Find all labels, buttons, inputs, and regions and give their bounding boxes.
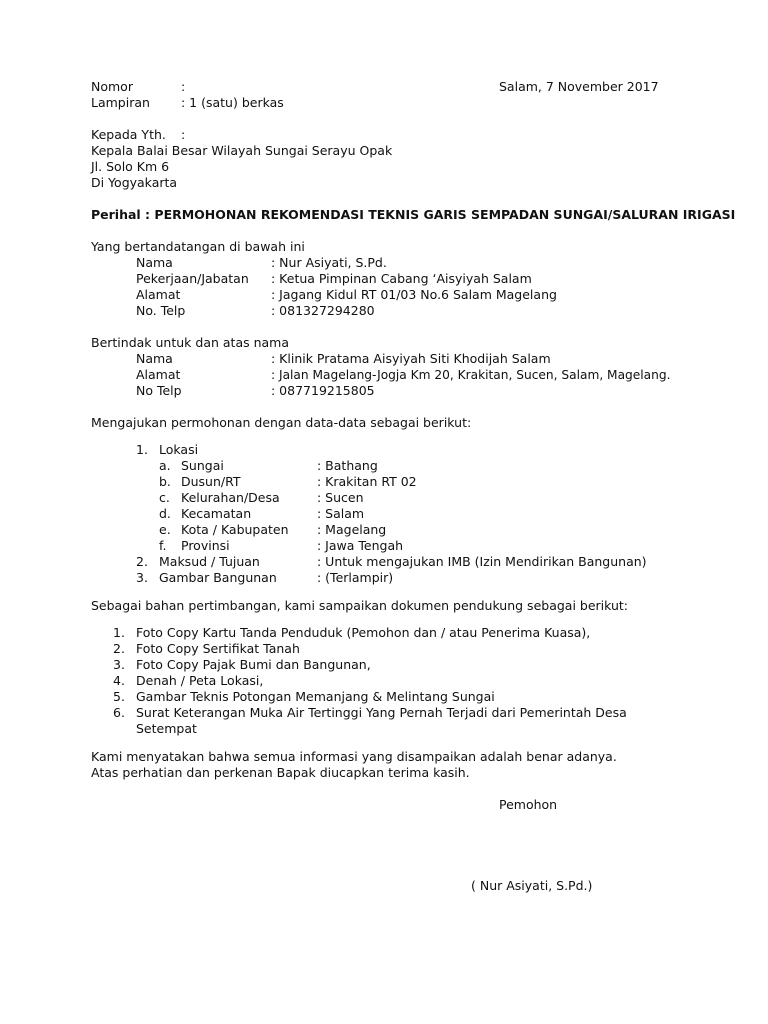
signatory-name: ( Nur Asiyati, S.Pd.): [471, 878, 593, 893]
drawing-value: : (Terlampir): [317, 570, 394, 585]
lampiran-value: : 1 (satu) berkas: [181, 95, 284, 110]
list-number: 6.: [113, 705, 125, 720]
closing-line: Kami menyatakan bahwa semua informasi yang disampaikan adalah benar adanya.: [91, 749, 617, 764]
document-item: Gambar Teknis Potongan Memanjang & Melintang Sungai: [136, 689, 495, 704]
behalf-label: Nama: [136, 351, 173, 366]
closing-line: Atas perhatian dan perkenan Bapak diucapkan terima kasih.: [91, 765, 470, 780]
nomor-separator: :: [181, 79, 186, 94]
applicant-label: Nama: [136, 255, 173, 270]
behalf-value: : 087719215805: [271, 383, 375, 398]
nomor-label: Nomor: [91, 79, 133, 94]
kepada-separator: :: [181, 127, 186, 142]
location-value: : Magelang: [317, 522, 387, 537]
document-item: Foto Copy Sertifikat Tanah: [136, 641, 300, 656]
document-item: Foto Copy Kartu Tanda Penduduk (Pemohon dan / atau Penerima Kuasa),: [136, 625, 591, 640]
list-number: 5.: [113, 689, 125, 704]
list-number: 2.: [113, 641, 125, 656]
location-label: Kecamatan: [181, 506, 252, 521]
document-item: Foto Copy Pajak Bumi dan Bangunan,: [136, 657, 371, 672]
location-letter: c.: [159, 490, 170, 505]
lampiran-label: Lampiran: [91, 95, 150, 110]
purpose-label: Maksud / Tujuan: [159, 554, 260, 569]
location-letter: d.: [159, 506, 171, 521]
recipient-line: Jl. Solo Km 6: [91, 159, 170, 174]
recipient-line: Kepala Balai Besar Wilayah Sungai Serayu Opak: [91, 143, 393, 158]
subject-heading: Perihal : PERMOHONAN REKOMENDASI TEKNIS GARIS SEMPADAN SUNGAI/SALURAN IRIGASI: [91, 207, 736, 222]
behalf-intro: Bertindak untuk dan atas nama: [91, 335, 290, 350]
location-label: Dusun/RT: [181, 474, 241, 489]
documents-intro: Sebagai bahan pertimbangan, kami sampaikan dokumen pendukung sebagai berikut:: [91, 598, 629, 613]
behalf-value: : Jalan Magelang-Jogja Km 20, Krakitan, Sucen, Salam, Magelang.: [271, 368, 671, 382]
list-number: 3.: [136, 570, 148, 585]
location-letter: a.: [159, 458, 171, 473]
applicant-intro: Yang bertandatangan di bawah ini: [91, 239, 305, 254]
list-number: 3.: [113, 657, 125, 672]
applicant-value: : Nur Asiyati, S.Pd.: [271, 255, 387, 270]
document-item-continuation: Setempat: [136, 721, 197, 736]
location-label: Kelurahan/Desa: [181, 490, 280, 505]
document-item: Surat Keterangan Muka Air Tertinggi Yang Pernah Terjadi dari Pemerintah Desa: [136, 705, 627, 720]
behalf-label: Alamat: [136, 367, 181, 382]
list-number: 1.: [136, 442, 148, 457]
purpose-value: : Untuk mengajukan IMB (Izin Mendirikan Bangunan): [317, 554, 647, 569]
applicant-value: : Jagang Kidul RT 01/03 No.6 Salam Magelang: [271, 287, 557, 302]
place-date: Salam, 7 November 2017: [499, 79, 659, 94]
applicant-value: : Ketua Pimpinan Cabang ‘Aisyiyah Salam: [271, 271, 532, 286]
list-number: 2.: [136, 554, 148, 569]
location-letter: e.: [159, 522, 171, 537]
location-value: : Krakitan RT 02: [317, 474, 417, 489]
signature-label: Pemohon: [499, 797, 558, 812]
applicant-label: Alamat: [136, 287, 181, 302]
applicant-label: No. Telp: [136, 303, 186, 318]
list-number: 4.: [113, 673, 125, 688]
location-value: : Bathang: [317, 458, 378, 473]
location-value: : Salam: [317, 506, 365, 521]
location-label: Kota / Kabupaten: [181, 522, 289, 537]
location-heading: Lokasi: [159, 442, 199, 457]
request-intro: Mengajukan permohonan dengan data-data sebagai berikut:: [91, 415, 472, 430]
kepada-label: Kepada Yth.: [91, 127, 166, 142]
location-label: Provinsi: [181, 538, 230, 553]
location-value: : Jawa Tengah: [317, 538, 404, 553]
behalf-label: No Telp: [136, 383, 182, 398]
location-letter: f.: [159, 538, 167, 553]
drawing-label: Gambar Bangunan: [159, 570, 277, 585]
applicant-value: : 081327294280: [271, 303, 375, 318]
location-letter: b.: [159, 474, 171, 489]
document-item: Denah / Peta Lokasi,: [136, 673, 264, 688]
applicant-label: Pekerjaan/Jabatan: [136, 271, 249, 286]
recipient-line: Di Yogyakarta: [91, 175, 178, 190]
location-label: Sungai: [181, 458, 224, 473]
behalf-value: : Klinik Pratama Aisyiyah Siti Khodijah Salam: [271, 351, 551, 366]
location-value: : Sucen: [317, 490, 364, 505]
list-number: 1.: [113, 625, 125, 640]
